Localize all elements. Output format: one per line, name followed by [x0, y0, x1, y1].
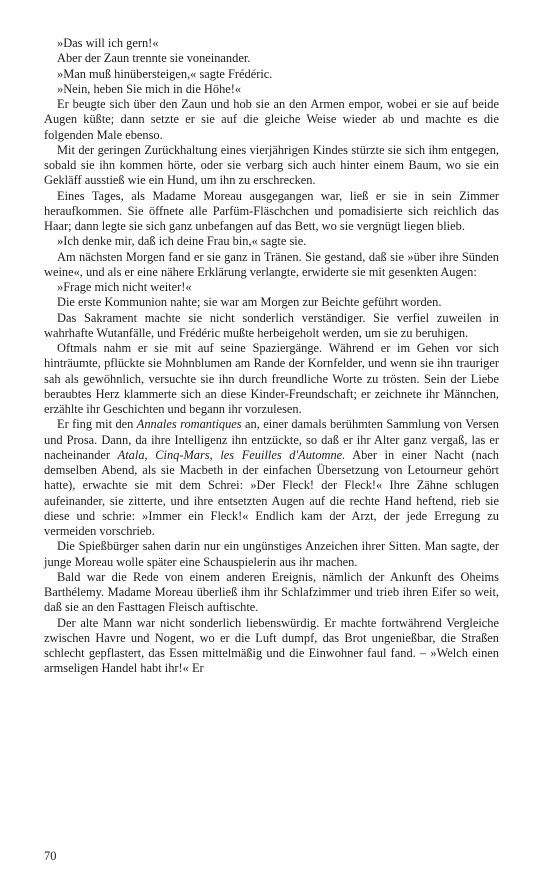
paragraph: [44, 51, 499, 66]
text-run: Die Spießbürger sahen darin nur ein ungünstiges Anzeichen ihrer Sitten. Man sagte, der junge Moreau wolle später eine Schauspielerin aus ihr machen.: [44, 539, 499, 569]
text-run: »Das will ich gern!«: [57, 36, 159, 50]
paragraph: [44, 143, 499, 189]
paragraph: [44, 250, 499, 281]
text-run: Er fing mit den: [57, 417, 137, 432]
paragraph: [44, 82, 499, 97]
text-run: Mit der geringen Zurückhaltung eines vierjährigen Kindes stürzte sie sich ihm entgegen, sobald sie ihn kommen hörte, oder sie verbarg sich auch hinter einem Baum, wo sie ein Gekläff ausstieß wie ein Hund, um ihn zu erschrecken.: [44, 142, 499, 188]
book-page-text: [44, 36, 499, 677]
paragraph: [44, 417, 499, 539]
paragraph: [44, 67, 499, 82]
paragraph: [44, 97, 499, 143]
text-run: »Ich denke mir, daß ich deine Frau bin,« sagte sie.: [57, 234, 307, 249]
text-run: »Nein, heben Sie mich in die Höhe!«: [57, 81, 242, 96]
text-run: Oftmals nahm er sie mit auf seine Spaziergänge. Während er im Gehen vor sich hinträumte, pflückte sie Mohnblumen am Rande der Kornfelder, und wenn sie ihn trauriger sah als gewöhnlich, versuchte sie ihn durch freundliche Worte zu trösten. Sein der Liebe beraubtes Herz klammerte sich an diese Kinder-Freundschaft; er zeichnete ihr Männchen, erzählte ihr Geschichten und begann ihr vorzulesen.: [44, 341, 499, 416]
paragraph: [44, 570, 499, 616]
paragraph: [44, 189, 499, 235]
paragraph: [44, 36, 499, 51]
text-run: Aber in einer Nacht (nach demselben Abend, als sie Macbeth in der einfachen Übersetzung von Letourneur gehört hatte), erwachte sie mit dem Schrei: »Der Fleck! der Fleck!« Ihre Zähne schlugen aufeinander, sie zitterte, und ihre entsetzten Augen auf die rechte Hand heftend, rieb sie diese und schrie: »Immer ein Fleck!« Endlich kam der Arzt, der jede Erregung zu vermeiden vorschrieb.: [44, 447, 499, 538]
text-run: »Man muß hinübersteigen,« sagte Frédéric.: [57, 66, 273, 81]
text-run: Am nächsten Morgen fand er sie ganz in Tränen. Sie gestand, daß sie »über ihre Sünden weine«, und als er eine nähere Erklärung verlangte, erwiderte sie mit gesenkten Augen:: [44, 249, 499, 279]
italic-title: Annales romantiques: [136, 417, 242, 432]
page-number: 70: [44, 849, 57, 863]
text-run: Bald war die Rede von einem anderen Ereignis, nämlich der Ankunft des Oheims Barthélemy. Madame Moreau überließ ihm ihr Schlafzimmer und trieb ihren Eifer so weit, daß sie an den Fasttagen Fleisch auftischte.: [44, 569, 499, 615]
paragraph: [44, 311, 499, 342]
paragraph: [44, 295, 499, 310]
text-run: Die erste Kommunion nahte; sie war am Morgen zur Beichte geführt worden.: [57, 295, 442, 310]
paragraph: [44, 280, 499, 295]
text-run: Er beugte sich über den Zaun und hob sie an den Armen empor, wobei er sie auf beide Augen küßte; dann setzte er sie auf die gleiche Weise wieder ab und machte es die folgenden Male ebenso.: [44, 97, 499, 142]
text-run: »Frage mich nicht weiter!«: [57, 280, 192, 294]
italic-title: Atala, Cinq-Mars, les Feuilles d'Automne.: [117, 447, 346, 462]
text-run: Das Sakrament machte sie nicht sonderlich verständiger. Sie verfiel zuweilen in wahrhafte Wutanfälle, und Frédéric mußte herbeigeholt werden, um sie zu beruhigen.: [44, 310, 499, 340]
paragraph: [44, 234, 499, 249]
paragraph: [44, 616, 499, 677]
paragraph: [44, 539, 499, 570]
text-run: Der alte Mann war nicht sonderlich liebenswürdig. Er machte fortwährend Vergleiche zwischen Havre und Nogent, wo er die Luft dumpf, das Brot ungenießbar, die Straßen schlecht gepflastert, das Essen mittelmäßig und die Einwohner faul fand. – »Welch einen armseligen Handel habt ihr!« Er: [44, 615, 499, 676]
text-run: Aber der Zaun trennte sie voneinander.: [57, 51, 251, 66]
text-run: Eines Tages, als Madame Moreau ausgegangen war, ließ er sie in sein Zimmer heraufkommen. Sie öffnete alle Parfüm-Fläschchen und pomadisierte sich reichlich das Haar; dann legte sie sich ganz unbefangen auf das Bett, wo sie vergnügt liegen blieb.: [44, 188, 499, 233]
text-run: an, einer damals berühmten Sammlung von Versen und Prosa. Dann, da ihre Intelligenz ihn entzückte, so daß er ihr Alter ganz vergaß, las er nacheinander: [44, 417, 499, 462]
paragraph: [44, 341, 499, 417]
